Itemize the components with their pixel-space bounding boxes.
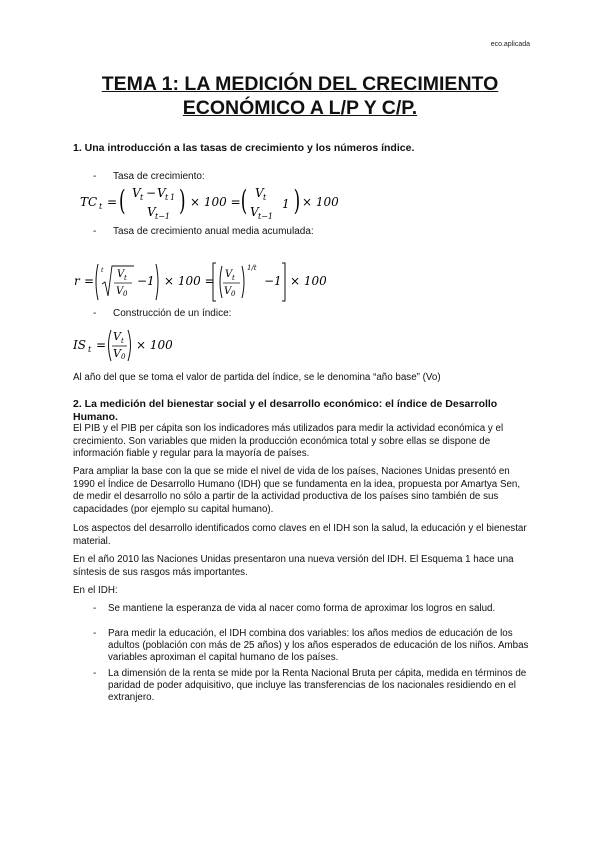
svg-text:=: =	[107, 195, 118, 209]
svg-text:1: 1	[274, 274, 282, 288]
svg-text:V: V	[116, 286, 124, 297]
list-item	[93, 603, 529, 615]
svg-text:IS: IS	[73, 338, 86, 352]
svg-text:1: 1	[170, 193, 176, 202]
dash-marker: -	[93, 668, 97, 679]
svg-text:V: V	[225, 269, 233, 280]
title-line-2: ECONÓMICO A L/P Y C/P.	[182, 97, 418, 119]
svg-text:): )	[179, 185, 186, 218]
formula-annual-rate	[74, 258, 334, 307]
dash-marker: -	[93, 603, 97, 614]
svg-text:(: (	[240, 185, 248, 218]
title-line-1: TEMA 1: LA MEDICIÓN DEL CRECIMIENTO	[101, 73, 499, 95]
bullet-label: Construcción de un índice:	[113, 308, 232, 319]
page-title	[40, 72, 560, 120]
list-item	[93, 668, 529, 704]
dash-marker: -	[93, 628, 97, 639]
svg-text:× 100: × 100	[302, 195, 339, 209]
list-item-text: Se mantiene la esperanza de vida al nacer como forma de aproximar los logros en salud.	[108, 603, 496, 614]
svg-text:V: V	[250, 205, 259, 219]
paragraph-4: En el año 2010 las Naciones Unidas presentaron una nueva versión del IDH. El Esquema 1 hace una síntesis de sus rasgos más importantes.	[73, 554, 514, 578]
svg-text:V: V	[113, 330, 121, 343]
svg-text:0: 0	[231, 290, 236, 298]
svg-text:t−1: t−1	[155, 212, 171, 221]
svg-text:× 100 =: × 100 =	[164, 274, 215, 288]
svg-text:× 100: × 100	[136, 338, 173, 352]
svg-text:t: t	[88, 345, 92, 354]
paragraph-1: El PIB y el PIB per cápita son los indicadores más utilizados para medir la actividad económica y el crecimiento. Son variables que miden la producción económica total y sobre ellas se dispone de información fiable y regular para la mayoría de países.	[73, 423, 504, 459]
svg-text:V: V	[113, 347, 121, 360]
svg-text:t: t	[232, 274, 235, 282]
list-item	[93, 628, 529, 664]
bullet-index	[93, 308, 231, 320]
svg-text:t: t	[99, 202, 103, 211]
svg-text:V: V	[117, 269, 125, 280]
svg-text:t: t	[121, 337, 124, 345]
svg-text:−: −	[264, 274, 275, 288]
svg-text:−: −	[146, 186, 157, 200]
base-year-note: Al año del que se toma el valor de partida del índice, se le denomina “año base” (Vo)	[73, 372, 441, 383]
section-2-heading: 2. La medición del bienestar social y el desarrollo económico: el índice de Desarrollo Humano.	[73, 398, 498, 423]
header-tag: eco.aplicada	[490, 41, 530, 48]
svg-text:(: (	[119, 185, 126, 218]
bullet-growth-rate	[93, 171, 205, 183]
paragraph-2: Para ampliar la base con la que se mide el nivel de vida de los países, Naciones Unidas presentó en 1990 el Índice de Desarrollo Humano (IDH) que se fundamenta en la idea, propuesta por Amartya Sen, de medir el desarrollo no sólo a partir de la actividad productiva de los países sino también de sus capacidades (por ejemplo su capital humano).	[73, 466, 521, 515]
list-item-text: La dimensión de la renta se mide por la Renta Nacional Bruta per cápita, medida en términos de paridad de poder adquisitivo, que incluye las transferencias de los nacionales residiendo en el extranjero.	[108, 668, 527, 703]
svg-text:t: t	[263, 193, 267, 202]
svg-text:V: V	[147, 205, 156, 219]
svg-text:−: −	[137, 274, 148, 288]
svg-text:t: t	[124, 274, 127, 282]
bullet-label: Tasa de crecimiento anual media acumulada:	[113, 226, 314, 237]
svg-text:V: V	[157, 186, 166, 200]
svg-text:× 100: × 100	[290, 274, 327, 288]
svg-text:=: =	[84, 274, 95, 288]
svg-text:r: r	[74, 274, 80, 288]
paragraph-5: En el IDH:	[73, 585, 118, 596]
svg-text:=: =	[96, 338, 107, 352]
formula-index	[73, 325, 193, 368]
svg-text:1: 1	[147, 274, 155, 288]
svg-text:1/t: 1/t	[247, 264, 257, 272]
svg-text:0: 0	[123, 290, 128, 298]
svg-text:1: 1	[282, 197, 290, 211]
dash-marker: -	[93, 171, 97, 182]
svg-text:V: V	[132, 186, 141, 200]
bullet-annual-rate	[93, 226, 314, 238]
svg-text:V: V	[255, 186, 264, 200]
svg-text:t−1: t−1	[258, 212, 274, 221]
bullet-label: Tasa de crecimiento:	[113, 171, 205, 182]
svg-text:TC: TC	[80, 195, 98, 209]
svg-text:t: t	[165, 193, 169, 202]
svg-text:t: t	[101, 267, 104, 274]
section-1-heading: 1. Una introducción a las tasas de crecimiento y los números índice.	[73, 142, 415, 154]
paragraph-3: Los aspectos del desarrollo identificados como claves en el IDH son la salud, la educación y el bienestar material.	[73, 523, 527, 547]
list-item-text: Para medir la educación, el IDH combina dos variables: los años medios de educación de los adultos (población con más de 25 años) y los años esperados de educación de los niños. Ambas variables aproximan el capital humano de los países.	[108, 628, 529, 663]
svg-text:): )	[293, 185, 301, 218]
svg-text:V: V	[224, 286, 232, 297]
svg-text:0: 0	[121, 353, 126, 361]
dash-marker: -	[93, 308, 97, 319]
svg-text:× 100 =: × 100 =	[190, 195, 241, 209]
svg-text:t: t	[140, 193, 144, 202]
dash-marker: -	[93, 226, 97, 237]
formula-growth-rate	[80, 183, 340, 226]
